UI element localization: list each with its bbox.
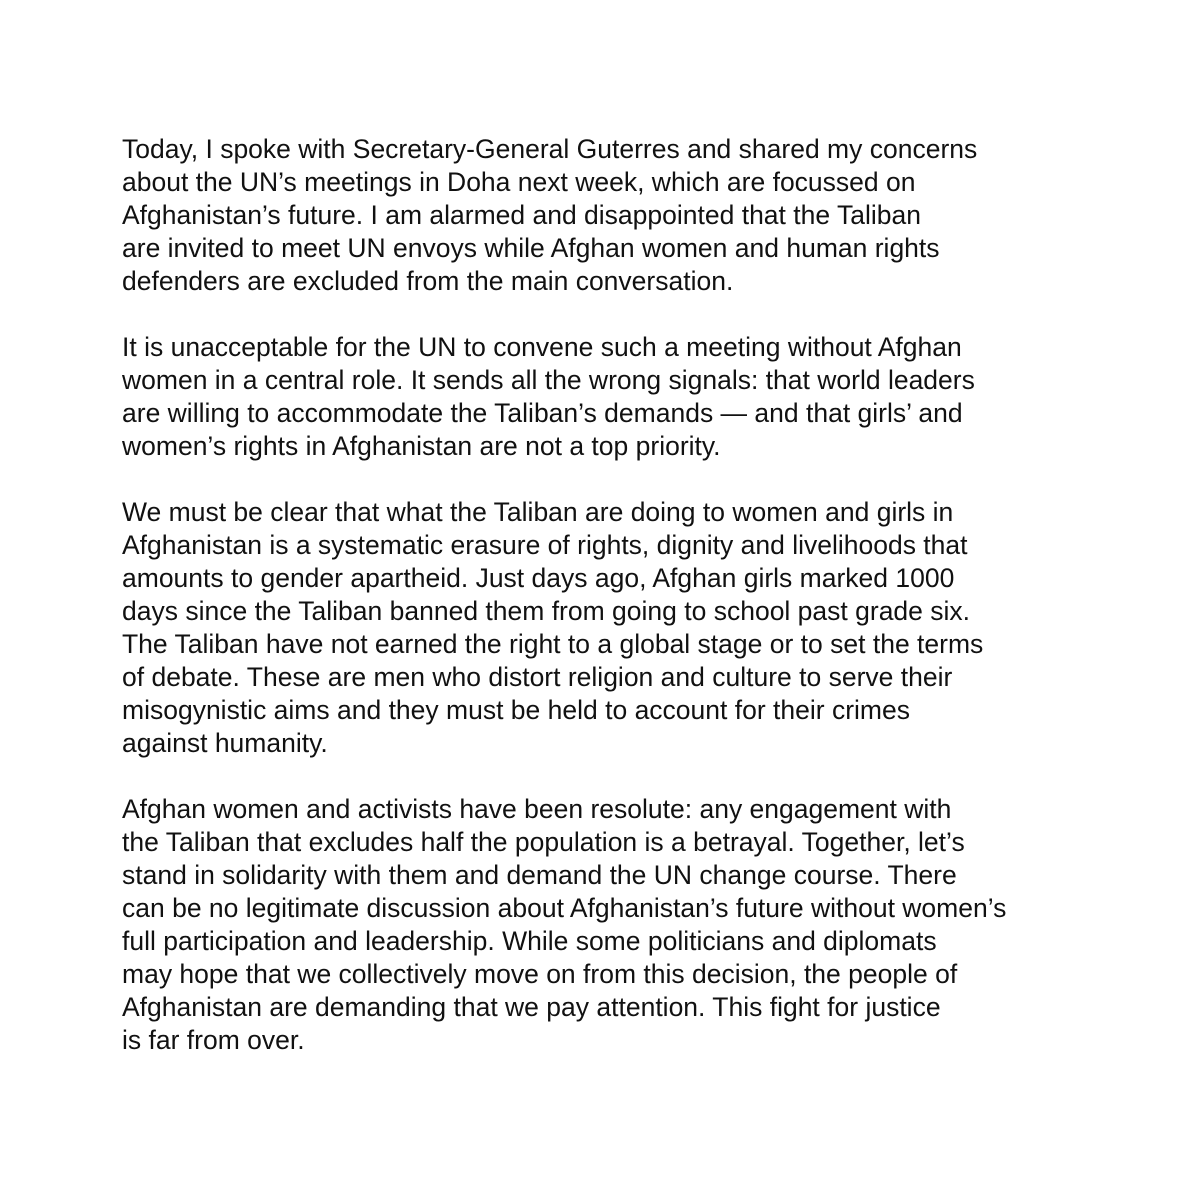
paragraph-line: can be no legitimate discussion about Afghanistan’s future without women’s xyxy=(122,893,1007,923)
paragraph-line: It is unacceptable for the UN to convene such a meeting without Afghan xyxy=(122,332,962,362)
paragraph-line: women in a central role. It sends all the wrong signals: that world leaders xyxy=(122,365,975,395)
paragraph-line: We must be clear that what the Taliban are doing to women and girls in xyxy=(122,497,954,527)
paragraph-line: are invited to meet UN envoys while Afghan women and human rights xyxy=(122,233,940,263)
paragraph-line: stand in solidarity with them and demand the UN change course. There xyxy=(122,860,957,890)
paragraph-line: the Taliban that excludes half the population is a betrayal. Together, let’s xyxy=(122,827,965,857)
paragraph-4 xyxy=(122,793,1122,1057)
paragraph-line: are willing to accommodate the Taliban’s demands — and that girls’ and xyxy=(122,398,963,428)
paragraph-line: Afghanistan is a systematic erasure of rights, dignity and livelihoods that xyxy=(122,530,968,560)
paragraph-line: defenders are excluded from the main conversation. xyxy=(122,266,734,296)
paragraph-line: Afghanistan’s future. I am alarmed and disappointed that the Taliban xyxy=(122,200,921,230)
paragraph-line: Today, I spoke with Secretary-General Guterres and shared my concerns xyxy=(122,134,978,164)
paragraph-line: women’s rights in Afghanistan are not a top priority. xyxy=(122,431,721,461)
paragraph-line: amounts to gender apartheid. Just days ago, Afghan girls marked 1000 xyxy=(122,563,955,593)
paragraph-line: misogynistic aims and they must be held to account for their crimes xyxy=(122,695,910,725)
paragraph-line: is far from over. xyxy=(122,1025,305,1055)
paragraph-1 xyxy=(122,133,1122,298)
statement-body xyxy=(122,133,1122,1090)
paragraph-line: Afghan women and activists have been resolute: any engagement with xyxy=(122,794,952,824)
paragraph-line: may hope that we collectively move on from this decision, the people of xyxy=(122,959,958,989)
paragraph-line: The Taliban have not earned the right to a global stage or to set the terms xyxy=(122,629,984,659)
paragraph-3 xyxy=(122,496,1122,760)
paragraph-line: against humanity. xyxy=(122,728,328,758)
paragraph-line: Afghanistan are demanding that we pay attention. This fight for justice xyxy=(122,992,941,1022)
paragraph-line: days since the Taliban banned them from going to school past grade six. xyxy=(122,596,971,626)
paragraph-line: about the UN’s meetings in Doha next week, which are focussed on xyxy=(122,167,916,197)
paragraph-2 xyxy=(122,331,1122,463)
paragraph-line: of debate. These are men who distort religion and culture to serve their xyxy=(122,662,953,692)
paragraph-line: full participation and leadership. While some politicians and diplomats xyxy=(122,926,937,956)
